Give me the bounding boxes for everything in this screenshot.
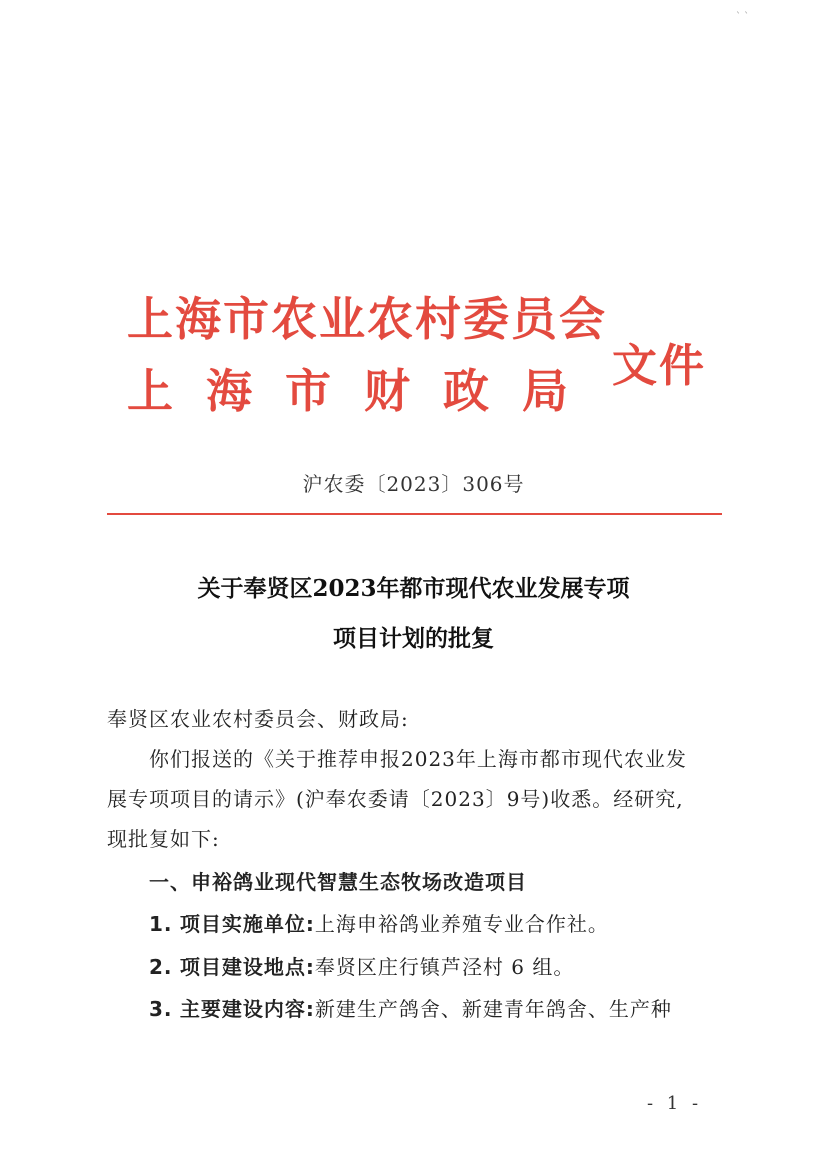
- document-title-line-1: 关于奉贤区2023年都市现代农业发展专项: [197, 575, 630, 602]
- list-item: [149, 951, 574, 980]
- item-value: 奉贤区庄行镇芦泾村 6 组。: [314, 955, 575, 979]
- header-red-rule: [107, 513, 722, 515]
- corner-scan-marks: ` `: [736, 12, 750, 23]
- item-value: 新建生产鸽舍、新建青年鸽舍、生产种: [314, 997, 672, 1021]
- item-label: 项目实施单位:: [179, 912, 315, 936]
- document-title-line-2: 项目计划的批复: [333, 625, 494, 652]
- item-value: 上海申裕鸽业养殖专业合作社。: [314, 912, 609, 936]
- paragraph-line: 展专项项目的请示》(沪奉农委请〔2023〕9号)收悉。经研究,: [107, 787, 684, 811]
- header-agency-line-2: 上海市财政局: [127, 364, 601, 418]
- item-label: 项目建设地点:: [179, 955, 315, 979]
- section-heading: 一、申裕鸽业现代智慧生态牧场改造项目: [149, 870, 527, 894]
- paragraph-line: 现批复如下:: [107, 827, 220, 851]
- list-item: [149, 993, 672, 1022]
- paragraph-line: 你们报送的《关于推荐申报2023年上海市都市现代农业发: [149, 747, 687, 771]
- salutation: 奉贤区农业农村委员会、财政局:: [107, 707, 409, 731]
- header-agency-line-1: 上海市农业农村委员会: [127, 292, 607, 346]
- list-item: [149, 908, 609, 937]
- item-number: 1.: [149, 912, 173, 936]
- item-number: 2.: [149, 955, 173, 979]
- page-number: - 1 -: [647, 1093, 703, 1114]
- item-number: 3.: [149, 997, 173, 1021]
- document-number: 沪农委〔2023〕306号: [302, 472, 525, 496]
- item-label: 主要建设内容:: [179, 997, 315, 1021]
- header-document-suffix: 文件: [612, 339, 707, 392]
